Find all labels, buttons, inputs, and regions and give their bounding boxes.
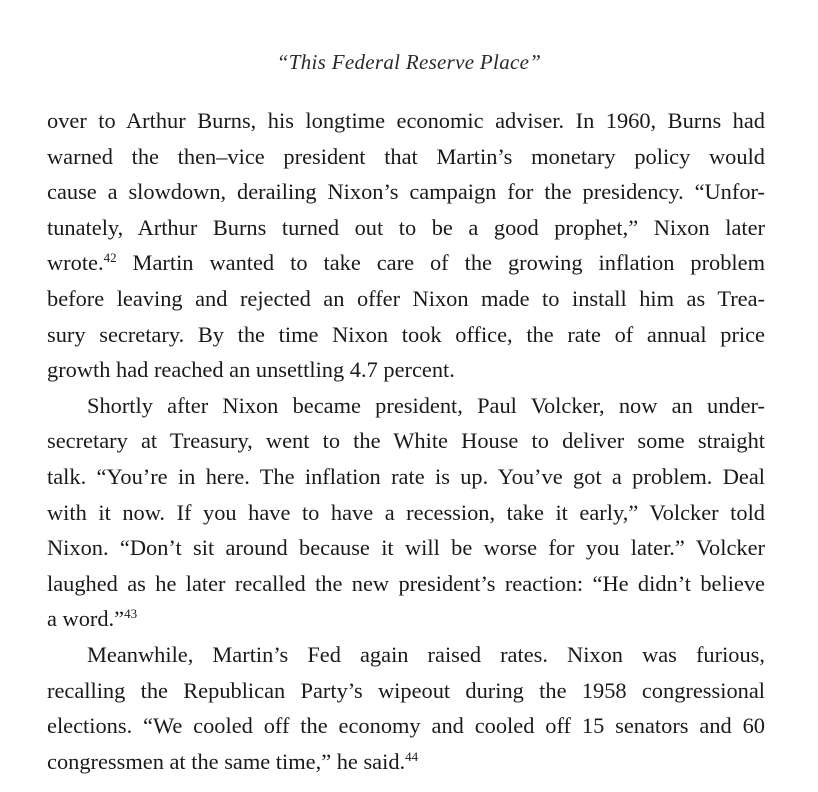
text-line: laughed as he later recalled the new president’s reaction: “He didn’t believe <box>47 570 765 596</box>
text-line: over to Arthur Burns, his longtime economic adviser. In 1960, Burns had <box>47 108 765 133</box>
text-line: with it now. If you have to have a recession, take it early,” Volcker told <box>47 499 765 525</box>
text-line: elections. “We cooled off the economy and cooled off 15 senators and 60 <box>47 713 765 739</box>
text-line <box>47 245 765 281</box>
text-line: growth had reached an unsettling 4.7 percent. <box>47 357 455 383</box>
text-line: secretary at Treasury, went to the White House to deliver some straight <box>47 428 765 454</box>
text-segment: wrote. <box>47 250 104 276</box>
footnote-marker: 43 <box>124 606 138 622</box>
text-line: Nixon. “Don’t sit around because it will be worse for you later.” Volcker <box>47 535 765 561</box>
running-head: “This Federal Reserve Place” <box>276 50 542 74</box>
text-line: talk. “You’re in here. The inflation rate is up. You’ve got a problem. Deal <box>47 463 765 489</box>
text-line: recalling the Republican Party’s wipeout during the 1958 congressional <box>47 677 765 703</box>
text-line: cause a slowdown, derailing Nixon’s campaign for the presidency. “Unfor- <box>47 179 765 205</box>
text-line: Meanwhile, Martin’s Fed again raised rates. Nixon was furious, <box>87 641 765 667</box>
text-line: before leaving and rejected an offer Nixon made to install him as Trea- <box>47 285 765 311</box>
footnote-marker: 44 <box>405 748 419 764</box>
body-text <box>47 103 765 779</box>
text-line <box>47 744 765 780</box>
text-segment: Martin wanted to take care of the growing inflation problem <box>116 250 765 276</box>
text-line: tunately, Arthur Burns turned out to be a good prophet,” Nixon later <box>47 214 765 240</box>
text-line: warned the then–vice president that Martin’s monetary policy would <box>47 143 765 169</box>
text-line <box>47 601 765 637</box>
text-line: sury secretary. By the time Nixon took office, the rate of annual price <box>47 321 765 347</box>
text-segment: a word.” <box>47 606 125 632</box>
footnote-marker: 42 <box>103 250 117 266</box>
text-segment: congressmen at the same time,” he said. <box>47 748 406 774</box>
text-line: Shortly after Nixon became president, Paul Volcker, now an under- <box>87 392 765 418</box>
